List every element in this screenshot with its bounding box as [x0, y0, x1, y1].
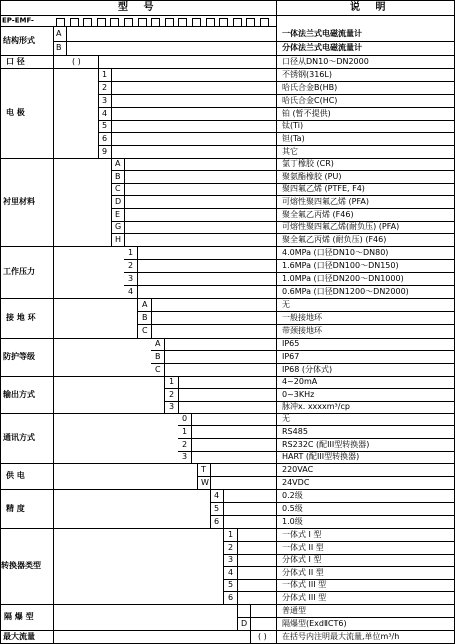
converter-option: 一体式 II 型 [282, 543, 324, 552]
accuracy-code: 6 [214, 517, 220, 526]
converter-option: 分体式 III 型 [282, 593, 327, 602]
ground-ring-code: A [142, 300, 148, 309]
liner-option: 聚氨酯橡胶 (PU) [282, 172, 342, 181]
comm-code: 2 [182, 440, 188, 449]
electrode-option: 钛(Ti) [282, 121, 304, 130]
max-flow-desc: 在括号内注明最大流量,单位m³/h [282, 632, 400, 641]
converter-code: 6 [228, 593, 234, 602]
explosion-code: D [241, 619, 248, 628]
liner-option: 聚全氟乙丙烯 (F46) [282, 210, 354, 219]
model-prefix: EP-EMF- [2, 16, 34, 25]
comm-option: HART (配III型转换器) [282, 452, 360, 461]
ground-ring-option: 带颈接地环 [282, 326, 322, 335]
model-code-box [206, 18, 215, 27]
electrode-option: 哈氏合金C(HC) [282, 96, 338, 105]
comm-label: 通讯方式 [3, 433, 35, 442]
power-option: 220VAC [282, 465, 314, 474]
header-model: 型 号 [118, 2, 160, 13]
converter-code: 3 [228, 555, 234, 564]
converter-label: 转换器类型 [1, 561, 41, 570]
structure-option-b: 分体法兰式电磁流量计 [282, 43, 362, 52]
max-flow-label: 最大流量 [3, 632, 35, 641]
comm-option: RS485 [282, 427, 308, 436]
converter-code: 5 [228, 580, 234, 589]
explosion-option-1: 普通型 [282, 606, 306, 615]
ground-ring-option: 一般接地环 [282, 313, 322, 322]
model-code-box [260, 18, 269, 27]
output-code: 2 [169, 390, 175, 399]
comm-code: 3 [182, 452, 188, 461]
model-code-box [56, 18, 65, 27]
electrode-option: 钽(Ta) [282, 134, 305, 143]
electrode-option: 其它 [282, 147, 298, 156]
accuracy-code: 4 [214, 491, 220, 500]
output-label: 输出方式 [3, 390, 35, 399]
model-code-box [70, 18, 79, 27]
converter-code: 2 [228, 543, 234, 552]
liner-code: H [115, 235, 122, 244]
protection-option: IP65 [282, 339, 300, 348]
max-flow-code: ( ) [258, 632, 267, 641]
structure-option-a: 一体法兰式电磁流量计 [282, 29, 362, 38]
output-code: 3 [169, 402, 175, 411]
pressure-option: 1.6MPa (口径DN100～DN150) [282, 261, 399, 270]
comm-option: 无 [282, 414, 290, 423]
ground-ring-option: 无 [282, 300, 290, 309]
electrode-code: 3 [102, 96, 108, 105]
output-code: 1 [169, 377, 175, 386]
electrode-code: 5 [102, 121, 108, 130]
converter-option: 一体式 I 型 [282, 530, 322, 539]
protection-code: A [155, 339, 161, 348]
power-label: 供 电 [6, 471, 25, 480]
protection-code: C [155, 365, 161, 374]
explosion-label: 隔 爆 型 [4, 612, 34, 621]
liner-option: 聚全氟乙丙烯 (耐负压) (F46) [282, 235, 387, 244]
liner-code: B [115, 172, 121, 181]
electrode-code: 4 [102, 109, 108, 118]
electrode-code: 9 [102, 147, 108, 156]
liner-label: 衬里材料 [3, 197, 35, 206]
ground-ring-code: B [142, 313, 148, 322]
structure-label: 结构形式 [3, 36, 35, 45]
comm-code: 0 [182, 414, 188, 423]
electrode-code: 2 [102, 83, 108, 92]
pressure-code: 4 [128, 287, 134, 296]
output-option: 0~3KHz [282, 390, 315, 399]
model-code-box [83, 18, 92, 27]
liner-option: 可熔性聚四氟乙烯(耐负压) (PFA) [282, 222, 400, 231]
converter-option: 分体式 I 型 [282, 555, 322, 564]
liner-code: A [115, 159, 121, 168]
pressure-code: 2 [128, 261, 134, 270]
pressure-option: 1.0MPa (口径DN200～DN1000) [282, 274, 404, 283]
liner-code: C [115, 184, 121, 193]
output-option: 4~20mA [282, 377, 318, 386]
converter-code: 1 [228, 530, 234, 539]
output-option: 脉冲x. xxxxm³/cp [282, 402, 350, 411]
caliber-desc: 口径从DN10～DN2000 [282, 57, 369, 66]
liner-code: E [115, 210, 121, 219]
model-code-box [178, 18, 187, 27]
ground-ring-label: 接 地 环 [6, 313, 36, 322]
model-code-box [151, 18, 160, 27]
header-description: 说 明 [350, 2, 392, 13]
model-code-boxes [54, 16, 276, 27]
liner-code: D [115, 197, 122, 206]
model-code-box [138, 18, 147, 27]
model-code-box [246, 18, 255, 27]
converter-code: 4 [228, 568, 234, 577]
pressure-option: 4.0MPa (口径DN10～DN80) [282, 248, 389, 257]
accuracy-option: 0.2级 [282, 491, 303, 500]
accuracy-option: 1.0级 [282, 517, 303, 526]
structure-code-a: A [56, 29, 62, 38]
power-code: W [201, 478, 209, 487]
electrode-option: 不锈钢(316L) [282, 70, 332, 79]
liner-code: G [115, 222, 122, 231]
liner-option: 聚四氟乙烯 (PTFE, F4) [282, 184, 365, 193]
liner-option: 氯丁橡胶 (CR) [282, 159, 334, 168]
electrode-option: 铂 (暂不提供) [282, 109, 331, 118]
electrode-code: 6 [102, 134, 108, 143]
electrode-label: 电 极 [6, 108, 25, 117]
ground-ring-code: C [142, 326, 148, 335]
explosion-option-2: 隔爆型(ExdⅡCT6) [282, 619, 347, 628]
pressure-code: 1 [128, 248, 134, 257]
model-code-box [219, 18, 228, 27]
power-code: T [201, 465, 206, 474]
protection-option: IP68 (分体式) [282, 365, 333, 374]
model-code-box [165, 18, 174, 27]
pressure-code: 3 [128, 274, 134, 283]
accuracy-option: 0.5级 [282, 504, 303, 513]
accuracy-code: 5 [214, 504, 220, 513]
model-code-box [110, 18, 119, 27]
model-code-box [233, 18, 242, 27]
caliber-label: 口 径 [6, 57, 25, 66]
pressure-option: 0.6MPa (口径DN1200～DN2000) [282, 287, 409, 296]
comm-option: RS232C (配III型转换器) [282, 440, 370, 449]
liner-option: 可熔性聚四氟乙烯 (PFA) [282, 197, 369, 206]
model-code-box [192, 18, 201, 27]
model-code-box [124, 18, 133, 27]
structure-code-b: B [56, 43, 62, 52]
comm-code: 1 [182, 427, 188, 436]
power-option: 24VDC [282, 478, 310, 487]
model-code-box [97, 18, 106, 27]
pressure-label: 工作压力 [3, 267, 35, 276]
protection-code: B [155, 352, 161, 361]
caliber-code: ( ) [72, 57, 81, 66]
electrode-code: 1 [102, 70, 108, 79]
electrode-option: 哈氏合金B(HB) [282, 83, 338, 92]
converter-option: 分体式 II 型 [282, 568, 324, 577]
protection-option: IP67 [282, 352, 300, 361]
converter-option: 一体式 III 型 [282, 580, 327, 589]
accuracy-label: 精 度 [6, 504, 25, 513]
protection-label: 防护等级 [3, 352, 35, 361]
